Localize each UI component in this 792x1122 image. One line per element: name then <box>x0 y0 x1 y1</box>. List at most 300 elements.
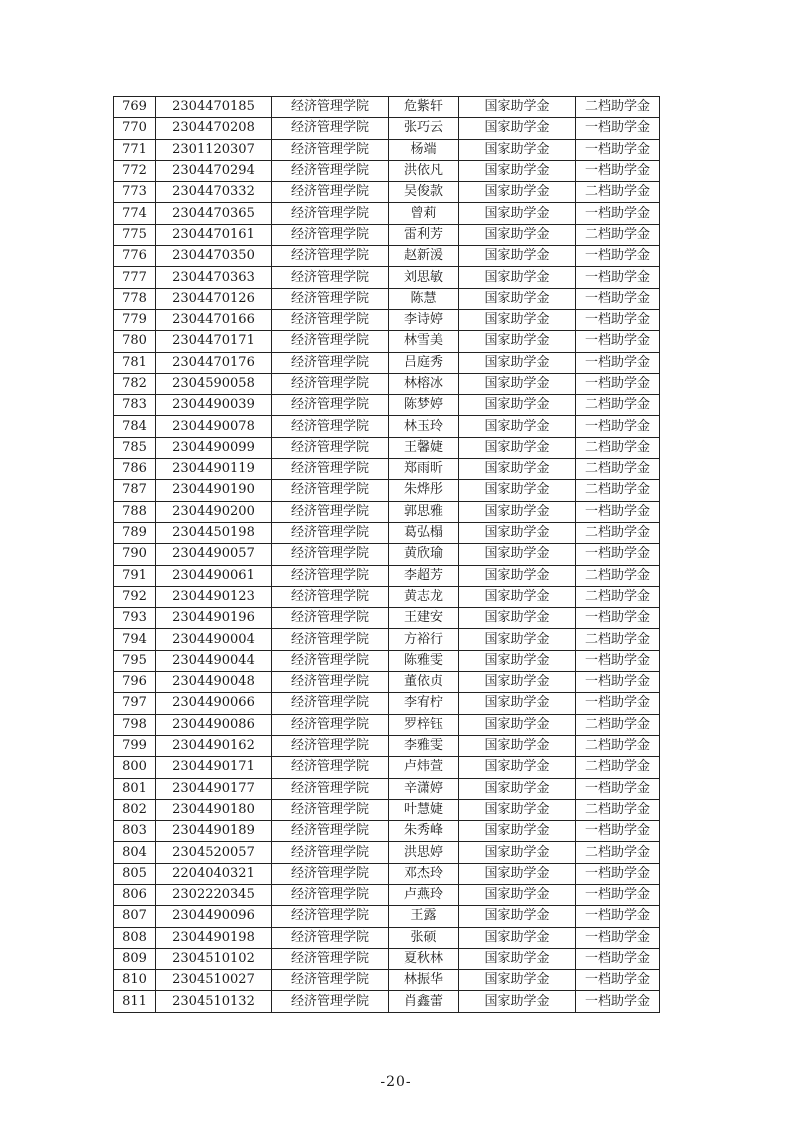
student-name-cell: 方裕行 <box>389 629 459 650</box>
student-id-cell: 2304490200 <box>156 501 272 522</box>
table-row <box>114 735 660 756</box>
row-index-cell: 799 <box>114 735 156 756</box>
aid-level-cell: 一档助学金 <box>576 672 660 693</box>
table-row <box>114 565 660 586</box>
student-id-cell: 2304470363 <box>156 267 272 288</box>
student-name-cell: 夏秋林 <box>389 948 459 969</box>
college-name-cell: 经济管理学院 <box>272 948 389 969</box>
row-index-cell: 790 <box>114 544 156 565</box>
aid-type-cell: 国家助学金 <box>459 160 576 181</box>
row-index-cell: 804 <box>114 842 156 863</box>
student-name-cell: 雷利芳 <box>389 224 459 245</box>
table-row <box>114 884 660 905</box>
student-name-cell: 洪依凡 <box>389 160 459 181</box>
student-name-cell: 肖鑫蕾 <box>389 991 459 1012</box>
row-index-cell: 793 <box>114 608 156 629</box>
college-name-cell: 经济管理学院 <box>272 97 389 118</box>
aid-level-cell: 二档助学金 <box>576 480 660 501</box>
aid-type-cell: 国家助学金 <box>459 906 576 927</box>
row-index-cell: 802 <box>114 799 156 820</box>
aid-type-cell: 国家助学金 <box>459 565 576 586</box>
row-index-cell: 811 <box>114 991 156 1012</box>
table-row <box>114 501 660 522</box>
student-name-cell: 林振华 <box>389 970 459 991</box>
aid-level-cell: 二档助学金 <box>576 842 660 863</box>
student-name-cell: 张硕 <box>389 927 459 948</box>
table-row <box>114 97 660 118</box>
table-row <box>114 672 660 693</box>
aid-level-cell: 二档助学金 <box>576 757 660 778</box>
table-row <box>114 948 660 969</box>
college-name-cell: 经济管理学院 <box>272 480 389 501</box>
row-index-cell: 798 <box>114 714 156 735</box>
table-row <box>114 821 660 842</box>
table-row <box>114 352 660 373</box>
table-row <box>114 416 660 437</box>
student-name-cell: 张巧云 <box>389 118 459 139</box>
row-index-cell: 778 <box>114 288 156 309</box>
aid-type-cell: 国家助学金 <box>459 757 576 778</box>
aid-level-cell: 一档助学金 <box>576 160 660 181</box>
table-row <box>114 842 660 863</box>
student-id-cell: 2304490039 <box>156 395 272 416</box>
college-name-cell: 经济管理学院 <box>272 331 389 352</box>
aid-type-cell: 国家助学金 <box>459 331 576 352</box>
aid-type-cell: 国家助学金 <box>459 203 576 224</box>
table-row <box>114 118 660 139</box>
page-number: -20- <box>380 1074 412 1090</box>
student-id-cell: 2302220345 <box>156 884 272 905</box>
row-index-cell: 779 <box>114 309 156 330</box>
aid-type-cell: 国家助学金 <box>459 608 576 629</box>
row-index-cell: 791 <box>114 565 156 586</box>
aid-type-cell: 国家助学金 <box>459 927 576 948</box>
college-name-cell: 经济管理学院 <box>272 160 389 181</box>
student-name-cell: 李雅雯 <box>389 735 459 756</box>
college-name-cell: 经济管理学院 <box>272 416 389 437</box>
college-name-cell: 经济管理学院 <box>272 395 389 416</box>
aid-level-cell: 一档助学金 <box>576 288 660 309</box>
student-id-cell: 2304470365 <box>156 203 272 224</box>
college-name-cell: 经济管理学院 <box>272 693 389 714</box>
aid-type-cell: 国家助学金 <box>459 991 576 1012</box>
table-row <box>114 246 660 267</box>
aid-type-cell: 国家助学金 <box>459 309 576 330</box>
aid-level-cell: 一档助学金 <box>576 501 660 522</box>
student-id-cell: 2304470332 <box>156 182 272 203</box>
row-index-cell: 797 <box>114 693 156 714</box>
student-id-cell: 2304510102 <box>156 948 272 969</box>
student-name-cell: 陈梦婷 <box>389 395 459 416</box>
row-index-cell: 805 <box>114 863 156 884</box>
college-name-cell: 经济管理学院 <box>272 884 389 905</box>
student-name-cell: 王露 <box>389 906 459 927</box>
aid-type-cell: 国家助学金 <box>459 714 576 735</box>
student-name-cell: 吕庭秀 <box>389 352 459 373</box>
row-index-cell: 809 <box>114 948 156 969</box>
table-row <box>114 331 660 352</box>
aid-level-cell: 一档助学金 <box>576 246 660 267</box>
student-name-cell: 吴俊款 <box>389 182 459 203</box>
aid-level-cell: 一档助学金 <box>576 373 660 394</box>
student-id-cell: 2304490119 <box>156 459 272 480</box>
college-name-cell: 经济管理学院 <box>272 182 389 203</box>
aid-type-cell: 国家助学金 <box>459 629 576 650</box>
student-name-cell: 林榕冰 <box>389 373 459 394</box>
student-name-cell: 赵新湲 <box>389 246 459 267</box>
student-name-cell: 朱秀峰 <box>389 821 459 842</box>
student-id-cell: 2304490099 <box>156 437 272 458</box>
aid-level-cell: 二档助学金 <box>576 395 660 416</box>
aid-type-cell: 国家助学金 <box>459 586 576 607</box>
row-index-cell: 771 <box>114 139 156 160</box>
student-id-cell: 2304490189 <box>156 821 272 842</box>
college-name-cell: 经济管理学院 <box>272 459 389 480</box>
aid-type-cell: 国家助学金 <box>459 821 576 842</box>
student-id-cell: 2304470185 <box>156 97 272 118</box>
college-name-cell: 经济管理学院 <box>272 373 389 394</box>
aid-type-cell: 国家助学金 <box>459 522 576 543</box>
row-index-cell: 774 <box>114 203 156 224</box>
row-index-cell: 769 <box>114 97 156 118</box>
student-id-cell: 2204040321 <box>156 863 272 884</box>
student-name-cell: 卢炜萱 <box>389 757 459 778</box>
table-row <box>114 459 660 480</box>
student-id-cell: 2304490198 <box>156 927 272 948</box>
aid-level-cell: 二档助学金 <box>576 459 660 480</box>
table-row <box>114 991 660 1012</box>
table-row <box>114 395 660 416</box>
aid-level-cell: 一档助学金 <box>576 118 660 139</box>
aid-level-cell: 一档助学金 <box>576 650 660 671</box>
student-name-cell: 杨端 <box>389 139 459 160</box>
aid-level-cell: 二档助学金 <box>576 437 660 458</box>
college-name-cell: 经济管理学院 <box>272 565 389 586</box>
table-row <box>114 693 660 714</box>
row-index-cell: 792 <box>114 586 156 607</box>
student-name-cell: 郭思雅 <box>389 501 459 522</box>
aid-level-cell: 二档助学金 <box>576 714 660 735</box>
table-row <box>114 906 660 927</box>
aid-level-cell: 一档助学金 <box>576 203 660 224</box>
row-index-cell: 789 <box>114 522 156 543</box>
student-name-cell: 洪思婷 <box>389 842 459 863</box>
student-id-cell: 2304470126 <box>156 288 272 309</box>
aid-level-cell: 二档助学金 <box>576 629 660 650</box>
aid-type-cell: 国家助学金 <box>459 799 576 820</box>
student-id-cell: 2304490123 <box>156 586 272 607</box>
table-row <box>114 203 660 224</box>
row-index-cell: 784 <box>114 416 156 437</box>
student-id-cell: 2304490048 <box>156 672 272 693</box>
college-name-cell: 经济管理学院 <box>272 863 389 884</box>
aid-type-cell: 国家助学金 <box>459 267 576 288</box>
student-id-cell: 2304450198 <box>156 522 272 543</box>
table-row <box>114 757 660 778</box>
table-row <box>114 288 660 309</box>
aid-level-cell: 一档助学金 <box>576 863 660 884</box>
aid-type-cell: 国家助学金 <box>459 735 576 756</box>
student-id-cell: 2304470294 <box>156 160 272 181</box>
college-name-cell: 经济管理学院 <box>272 203 389 224</box>
college-name-cell: 经济管理学院 <box>272 970 389 991</box>
aid-type-cell: 国家助学金 <box>459 416 576 437</box>
aid-level-cell: 一档助学金 <box>576 948 660 969</box>
student-id-cell: 2304490190 <box>156 480 272 501</box>
aid-level-cell: 二档助学金 <box>576 735 660 756</box>
student-name-cell: 卢燕玲 <box>389 884 459 905</box>
row-index-cell: 782 <box>114 373 156 394</box>
table-row <box>114 182 660 203</box>
table-row <box>114 970 660 991</box>
table-row <box>114 650 660 671</box>
table-row <box>114 714 660 735</box>
student-name-cell: 曾莉 <box>389 203 459 224</box>
aid-level-cell: 二档助学金 <box>576 97 660 118</box>
table-row <box>114 778 660 799</box>
student-name-cell: 陈雅雯 <box>389 650 459 671</box>
aid-type-cell: 国家助学金 <box>459 288 576 309</box>
row-index-cell: 808 <box>114 927 156 948</box>
student-id-cell: 2304490162 <box>156 735 272 756</box>
student-id-cell: 2304490086 <box>156 714 272 735</box>
table-row <box>114 309 660 330</box>
aid-type-cell: 国家助学金 <box>459 948 576 969</box>
aid-level-cell: 一档助学金 <box>576 416 660 437</box>
table-row <box>114 373 660 394</box>
aid-type-cell: 国家助学金 <box>459 480 576 501</box>
student-name-cell: 朱烨彤 <box>389 480 459 501</box>
student-name-cell: 辛潇婷 <box>389 778 459 799</box>
college-name-cell: 经济管理学院 <box>272 799 389 820</box>
row-index-cell: 777 <box>114 267 156 288</box>
table-row <box>114 480 660 501</box>
student-id-cell: 2304470350 <box>156 246 272 267</box>
college-name-cell: 经济管理学院 <box>272 608 389 629</box>
aid-type-cell: 国家助学金 <box>459 182 576 203</box>
college-name-cell: 经济管理学院 <box>272 821 389 842</box>
college-name-cell: 经济管理学院 <box>272 650 389 671</box>
table-row <box>114 799 660 820</box>
student-name-cell: 黄欣瑜 <box>389 544 459 565</box>
aid-level-cell: 二档助学金 <box>576 224 660 245</box>
college-name-cell: 经济管理学院 <box>272 991 389 1012</box>
student-name-cell: 罗梓钰 <box>389 714 459 735</box>
row-index-cell: 787 <box>114 480 156 501</box>
aid-level-cell: 二档助学金 <box>576 182 660 203</box>
aid-level-cell: 一档助学金 <box>576 331 660 352</box>
table-row <box>114 139 660 160</box>
student-id-cell: 2304510027 <box>156 970 272 991</box>
row-index-cell: 794 <box>114 629 156 650</box>
student-id-cell: 2304490066 <box>156 693 272 714</box>
college-name-cell: 经济管理学院 <box>272 672 389 693</box>
row-index-cell: 772 <box>114 160 156 181</box>
student-id-cell: 2304490177 <box>156 778 272 799</box>
row-index-cell: 780 <box>114 331 156 352</box>
college-name-cell: 经济管理学院 <box>272 714 389 735</box>
aid-level-cell: 一档助学金 <box>576 970 660 991</box>
table-body <box>114 97 660 1013</box>
student-id-cell: 2304590058 <box>156 373 272 394</box>
row-index-cell: 803 <box>114 821 156 842</box>
table-row <box>114 629 660 650</box>
aid-type-cell: 国家助学金 <box>459 693 576 714</box>
college-name-cell: 经济管理学院 <box>272 735 389 756</box>
college-name-cell: 经济管理学院 <box>272 629 389 650</box>
student-id-cell: 2304470208 <box>156 118 272 139</box>
college-name-cell: 经济管理学院 <box>272 586 389 607</box>
student-id-cell: 2304490180 <box>156 799 272 820</box>
aid-level-cell: 一档助学金 <box>576 693 660 714</box>
student-name-cell: 林玉玲 <box>389 416 459 437</box>
table-row <box>114 927 660 948</box>
aid-type-cell: 国家助学金 <box>459 118 576 139</box>
college-name-cell: 经济管理学院 <box>272 246 389 267</box>
row-index-cell: 800 <box>114 757 156 778</box>
aid-level-cell: 一档助学金 <box>576 991 660 1012</box>
table-row <box>114 544 660 565</box>
college-name-cell: 经济管理学院 <box>272 118 389 139</box>
aid-type-cell: 国家助学金 <box>459 501 576 522</box>
aid-type-cell: 国家助学金 <box>459 672 576 693</box>
college-name-cell: 经济管理学院 <box>272 309 389 330</box>
aid-level-cell: 一档助学金 <box>576 139 660 160</box>
aid-type-cell: 国家助学金 <box>459 139 576 160</box>
row-index-cell: 786 <box>114 459 156 480</box>
college-name-cell: 经济管理学院 <box>272 139 389 160</box>
student-name-cell: 李超芳 <box>389 565 459 586</box>
student-id-cell: 2304470171 <box>156 331 272 352</box>
row-index-cell: 785 <box>114 437 156 458</box>
student-name-cell: 陈慧 <box>389 288 459 309</box>
student-id-cell: 2304490004 <box>156 629 272 650</box>
student-id-cell: 2304490061 <box>156 565 272 586</box>
student-name-cell: 危紫轩 <box>389 97 459 118</box>
aid-type-cell: 国家助学金 <box>459 884 576 905</box>
student-name-cell: 王建安 <box>389 608 459 629</box>
aid-type-cell: 国家助学金 <box>459 650 576 671</box>
student-id-cell: 2304520057 <box>156 842 272 863</box>
college-name-cell: 经济管理学院 <box>272 842 389 863</box>
aid-type-cell: 国家助学金 <box>459 352 576 373</box>
row-index-cell: 788 <box>114 501 156 522</box>
table-row <box>114 224 660 245</box>
row-index-cell: 775 <box>114 224 156 245</box>
student-name-cell: 王馨婕 <box>389 437 459 458</box>
student-id-cell: 2304490057 <box>156 544 272 565</box>
aid-type-cell: 国家助学金 <box>459 778 576 799</box>
college-name-cell: 经济管理学院 <box>272 757 389 778</box>
row-index-cell: 781 <box>114 352 156 373</box>
student-id-cell: 2304490096 <box>156 906 272 927</box>
student-name-cell: 黄志龙 <box>389 586 459 607</box>
college-name-cell: 经济管理学院 <box>272 778 389 799</box>
table-row <box>114 160 660 181</box>
scholarship-table <box>113 96 660 1013</box>
student-name-cell: 李宥柠 <box>389 693 459 714</box>
aid-level-cell: 一档助学金 <box>576 544 660 565</box>
row-index-cell: 796 <box>114 672 156 693</box>
aid-type-cell: 国家助学金 <box>459 395 576 416</box>
aid-type-cell: 国家助学金 <box>459 246 576 267</box>
student-name-cell: 董依贞 <box>389 672 459 693</box>
aid-type-cell: 国家助学金 <box>459 373 576 394</box>
table-row <box>114 522 660 543</box>
college-name-cell: 经济管理学院 <box>272 501 389 522</box>
aid-type-cell: 国家助学金 <box>459 842 576 863</box>
table-row <box>114 267 660 288</box>
aid-level-cell: 一档助学金 <box>576 608 660 629</box>
aid-level-cell: 二档助学金 <box>576 522 660 543</box>
aid-type-cell: 国家助学金 <box>459 437 576 458</box>
row-index-cell: 801 <box>114 778 156 799</box>
aid-type-cell: 国家助学金 <box>459 97 576 118</box>
student-id-cell: 2304470161 <box>156 224 272 245</box>
aid-level-cell: 一档助学金 <box>576 884 660 905</box>
college-name-cell: 经济管理学院 <box>272 522 389 543</box>
row-index-cell: 770 <box>114 118 156 139</box>
student-id-cell: 2304490171 <box>156 757 272 778</box>
aid-level-cell: 一档助学金 <box>576 778 660 799</box>
aid-type-cell: 国家助学金 <box>459 224 576 245</box>
student-id-cell: 2304470166 <box>156 309 272 330</box>
college-name-cell: 经济管理学院 <box>272 224 389 245</box>
college-name-cell: 经济管理学院 <box>272 906 389 927</box>
aid-level-cell: 二档助学金 <box>576 586 660 607</box>
student-name-cell: 叶慧婕 <box>389 799 459 820</box>
row-index-cell: 806 <box>114 884 156 905</box>
aid-level-cell: 一档助学金 <box>576 927 660 948</box>
college-name-cell: 经济管理学院 <box>272 437 389 458</box>
aid-type-cell: 国家助学金 <box>459 459 576 480</box>
aid-level-cell: 二档助学金 <box>576 799 660 820</box>
student-id-cell: 2304490044 <box>156 650 272 671</box>
aid-level-cell: 二档助学金 <box>576 565 660 586</box>
row-index-cell: 776 <box>114 246 156 267</box>
table-row <box>114 608 660 629</box>
college-name-cell: 经济管理学院 <box>272 352 389 373</box>
college-name-cell: 经济管理学院 <box>272 288 389 309</box>
aid-level-cell: 一档助学金 <box>576 352 660 373</box>
row-index-cell: 807 <box>114 906 156 927</box>
row-index-cell: 795 <box>114 650 156 671</box>
student-id-cell: 2304510132 <box>156 991 272 1012</box>
aid-level-cell: 一档助学金 <box>576 309 660 330</box>
college-name-cell: 经济管理学院 <box>272 927 389 948</box>
row-index-cell: 783 <box>114 395 156 416</box>
student-name-cell: 邓杰玲 <box>389 863 459 884</box>
student-id-cell: 2304490196 <box>156 608 272 629</box>
row-index-cell: 810 <box>114 970 156 991</box>
aid-type-cell: 国家助学金 <box>459 970 576 991</box>
row-index-cell: 773 <box>114 182 156 203</box>
student-id-cell: 2304470176 <box>156 352 272 373</box>
table-row <box>114 586 660 607</box>
student-name-cell: 葛弘榻 <box>389 522 459 543</box>
table-row <box>114 437 660 458</box>
table-row <box>114 863 660 884</box>
student-name-cell: 林雪美 <box>389 331 459 352</box>
student-id-cell: 2304490078 <box>156 416 272 437</box>
student-name-cell: 刘思敏 <box>389 267 459 288</box>
student-name-cell: 郑雨昕 <box>389 459 459 480</box>
aid-type-cell: 国家助学金 <box>459 863 576 884</box>
aid-type-cell: 国家助学金 <box>459 544 576 565</box>
student-name-cell: 李诗婷 <box>389 309 459 330</box>
aid-level-cell: 一档助学金 <box>576 821 660 842</box>
college-name-cell: 经济管理学院 <box>272 544 389 565</box>
